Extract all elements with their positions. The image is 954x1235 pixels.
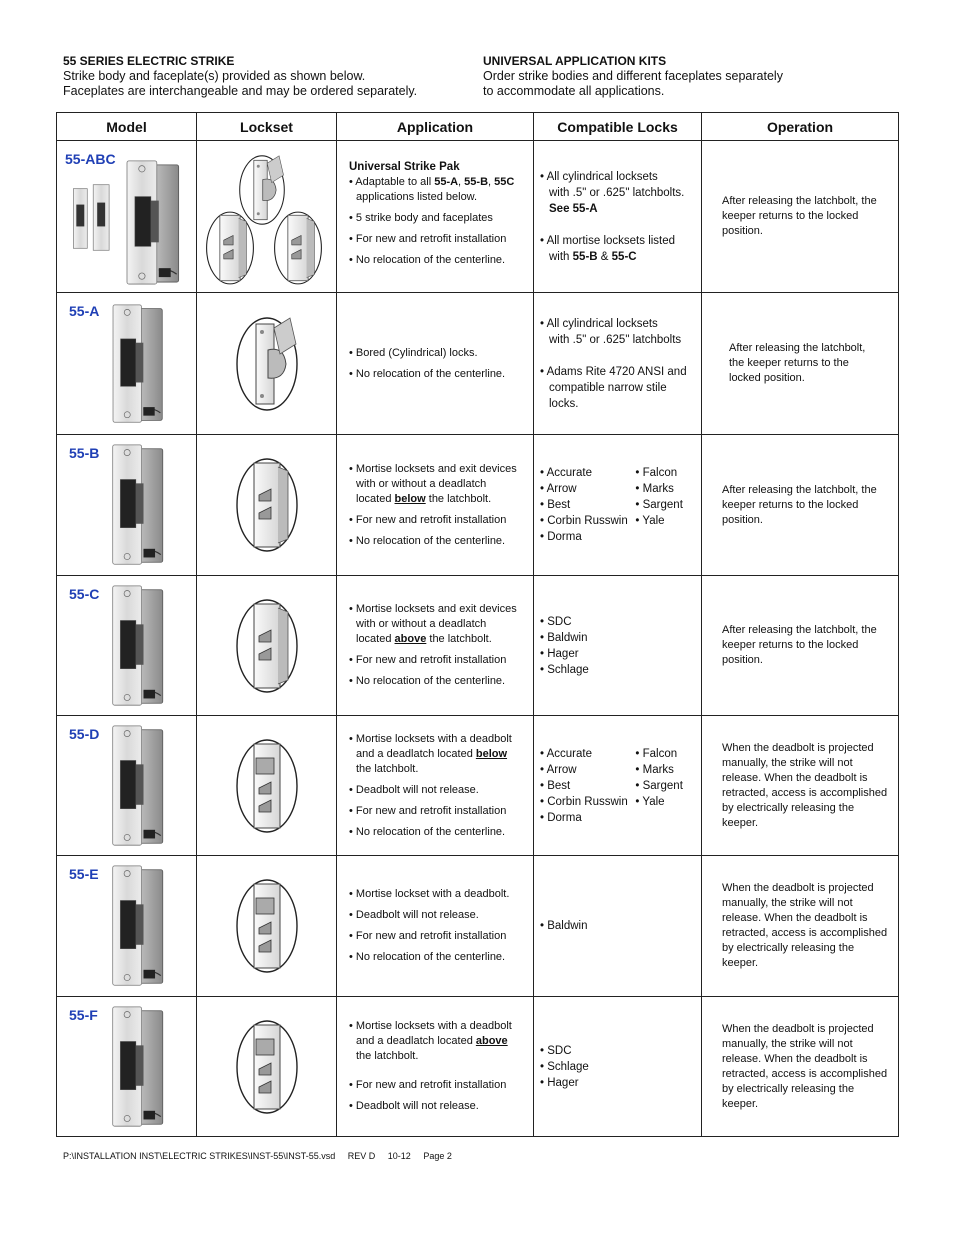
application-cell <box>337 716 534 856</box>
operation-cell: When the deadbolt is projected manually, the strike will not release. When the deadbolt is retracted, access is accomplished by electrically releasing the keeper. <box>702 716 899 856</box>
lockset-cell <box>197 576 337 716</box>
app-item <box>349 462 523 507</box>
operation-cell: When the deadbolt is projected manually, the strike will not release. When the deadbolt is retracted, access is accomplished by electrically releasing the keeper. <box>702 997 899 1137</box>
app-text: • Mortise locksets and exit devices with or without a deadlatch located <box>349 603 517 645</box>
lockset-cell <box>197 997 337 1137</box>
model-label: 55-D <box>69 726 100 742</box>
header-right <box>483 54 783 99</box>
lock-item: • SDC <box>540 615 572 628</box>
lockset-cell <box>197 716 337 856</box>
compat-line: • All cylindrical locksets <box>540 317 658 330</box>
compat-text: & <box>597 250 612 263</box>
lockset-illustrations <box>202 147 332 287</box>
model-cell <box>57 856 197 997</box>
header-left-line2: Faceplates are interchangeable and may be ordered separately. <box>63 84 418 98</box>
footer-rev: REV D <box>347 1151 376 1161</box>
lockset-cell <box>197 435 337 576</box>
app-sep: , <box>488 175 495 188</box>
lock-item: • Best <box>540 779 571 792</box>
lock-item: • Dorma <box>540 811 582 824</box>
strike-image <box>57 293 197 434</box>
app-item: • Deadbolt will not release. <box>349 783 479 796</box>
app-item: • No relocation of the centerline. <box>349 253 506 266</box>
application-cell <box>337 293 534 435</box>
lock-item: • Arrow <box>540 763 577 776</box>
mortise-lockset-illustration <box>232 596 302 696</box>
app-text: the latchbolt. <box>356 762 419 775</box>
deadbolt-lockset-illustration <box>232 736 302 836</box>
compat-line: • Adams Rite 4720 ANSI and <box>540 365 687 378</box>
table-row-55-f <box>57 997 899 1137</box>
strike-image <box>57 856 197 996</box>
app-text: • Mortise locksets with a deadbolt and a deadlatch located <box>349 732 512 760</box>
model-cell <box>57 435 197 576</box>
lock-item: • Baldwin <box>540 920 588 932</box>
header-right-line2: to accommodate all applications. <box>483 84 665 98</box>
compatible-locks-cell <box>534 856 702 997</box>
lock-item: • Accurate <box>540 747 592 760</box>
model-label: 55-E <box>69 866 99 882</box>
app-item: • Deadbolt will not release. <box>349 909 479 921</box>
app-item: • No relocation of the centerline. <box>349 534 506 547</box>
app-item: • For new and retrofit installation <box>349 804 507 817</box>
app-item: • For new and retrofit installation <box>349 1079 507 1091</box>
table-row-55-b <box>57 435 899 576</box>
strike-image <box>57 716 197 855</box>
app-text: • Mortise locksets and exit devices with or without a deadlatch located <box>349 462 517 505</box>
app-item: • No relocation of the centerline. <box>349 675 506 687</box>
app-item: • For new and retrofit installation <box>349 513 507 526</box>
app-item <box>349 732 523 777</box>
compatible-locks-cell <box>534 716 702 856</box>
lock-item: • SDC <box>540 1044 572 1057</box>
app-emphasis: below <box>475 747 508 760</box>
app-model-c: 55C <box>494 175 515 188</box>
app-sep: , <box>458 175 465 188</box>
footer-date: 10-12 <box>387 1151 411 1161</box>
mortise-lockset-illustration <box>232 455 302 555</box>
table-row-55-e <box>57 856 899 997</box>
footer <box>63 1151 462 1161</box>
lock-item: • Arrow <box>540 483 577 495</box>
app-emphasis: above <box>475 1035 508 1047</box>
table-row-55-abc <box>57 141 899 293</box>
compat-text: with <box>549 250 573 263</box>
app-text: applications listed below. <box>356 190 478 203</box>
table-row-55-a <box>57 293 899 435</box>
compat-model-b: 55-B <box>572 250 598 263</box>
column-header-lockset: Lockset <box>197 113 337 141</box>
header-left-line1: Strike body and faceplate(s) provided as shown below. <box>63 69 366 83</box>
model-cell <box>57 997 197 1137</box>
compat-see: See 55-A <box>549 202 598 215</box>
lock-item: • Marks <box>635 483 674 495</box>
app-item <box>349 1019 523 1064</box>
app-emphasis: below <box>394 492 426 505</box>
operation-cell: When the deadbolt is projected manually, the strike will not release. When the deadbolt is retracted, access is accomplished by electrically releasing the keeper. <box>702 856 899 997</box>
compat-model-c: 55-C <box>611 250 637 263</box>
compat-line: • All cylindrical locksets <box>540 170 658 183</box>
strike-image <box>57 576 197 715</box>
compatible-locks-cell <box>534 435 702 576</box>
model-cell <box>57 293 197 435</box>
lock-item: • Best <box>540 499 571 511</box>
strike-image <box>57 997 197 1136</box>
table-row-55-d <box>57 716 899 856</box>
lock-item: • Hager <box>540 1076 579 1089</box>
app-item: • For new and retrofit installation <box>349 654 507 666</box>
table-header-row <box>57 113 899 141</box>
operation-cell: After releasing the latchbolt, the keeper returns to the locked position. <box>702 141 899 293</box>
application-cell <box>337 997 534 1137</box>
compatible-locks-cell <box>534 997 702 1137</box>
model-label: 55-ABC <box>65 151 116 167</box>
lock-item: • Accurate <box>540 467 592 479</box>
compat-line: with .5" or .625" latchbolts. <box>549 186 685 199</box>
footer-page: Page 2 <box>423 1151 452 1161</box>
operation-cell: After releasing the latchbolt, the keeper returns to the locked position. <box>702 293 899 435</box>
app-item: • Mortise lockset with a deadbolt. <box>349 888 510 900</box>
app-item: • For new and retrofit installation <box>349 930 507 942</box>
app-text: • Mortise locksets with a deadbolt and a deadlatch located <box>349 1020 512 1047</box>
lock-item: • Yale <box>635 795 665 808</box>
compatible-locks-cell <box>534 576 702 716</box>
column-header-application: Application <box>337 113 534 141</box>
model-label: 55-F <box>69 1007 98 1023</box>
application-cell <box>337 435 534 576</box>
lock-item: • Sargent <box>635 499 683 511</box>
header-right-title: UNIVERSAL APPLICATION KITS <box>483 54 667 68</box>
operation-cell: After releasing the latchbolt, the keeper returns to the locked position. <box>702 576 899 716</box>
header-left <box>63 54 417 99</box>
application-cell <box>337 141 534 293</box>
lock-item: • Schlage <box>540 1060 589 1073</box>
lockset-cell <box>197 141 337 293</box>
header-right-line1: Order strike bodies and different faceplates separately <box>483 69 783 83</box>
column-header-compatible-locks: Compatible Locks <box>534 113 702 141</box>
compat-line: with .5" or .625" latchbolts <box>549 333 682 346</box>
app-item: • No relocation of the centerline. <box>349 367 506 380</box>
app-item: • 5 strike body and faceplates <box>349 211 493 224</box>
app-emphasis: above <box>394 633 427 645</box>
column-header-operation: Operation <box>702 113 899 141</box>
app-text: the latchbolt. <box>356 1050 419 1062</box>
lockset-cell <box>197 856 337 997</box>
app-item: • Deadbolt will not release. <box>349 1100 479 1112</box>
app-model-a: 55-A <box>434 175 459 188</box>
app-model-b: 55-B <box>464 175 489 188</box>
compatible-locks-cell <box>534 293 702 435</box>
app-text: the latchbolt. <box>425 492 492 505</box>
app-item: • For new and retrofit installation <box>349 232 507 245</box>
lock-item: • Falcon <box>635 747 678 760</box>
lock-item: • Sargent <box>635 779 683 792</box>
app-title: Universal Strike Pak <box>349 160 460 173</box>
model-cell <box>57 576 197 716</box>
cylindrical-lockset-illustration <box>232 314 302 414</box>
compat-line: compatible narrow stile locks. <box>549 381 667 410</box>
app-item: • No relocation of the centerline. <box>349 825 506 838</box>
app-item: • Bored (Cylindrical) locks. <box>349 346 478 359</box>
lock-item: • Corbin Russwin <box>540 795 628 808</box>
app-item <box>349 602 523 647</box>
app-item: • No relocation of the centerline. <box>349 951 506 963</box>
model-cell <box>57 716 197 856</box>
model-label: 55-B <box>69 445 100 461</box>
deadbolt-lockset-illustration <box>232 1017 302 1117</box>
model-label: 55-A <box>69 303 100 319</box>
lock-item: • Yale <box>635 515 665 527</box>
lock-item: • Hager <box>540 647 579 660</box>
strike-image <box>57 435 197 575</box>
strike-kit-image <box>57 141 197 292</box>
deadbolt-lockset-illustration <box>232 876 302 976</box>
strike-table <box>56 112 899 1137</box>
compat-line <box>540 249 695 265</box>
app-item-adaptable <box>349 175 523 205</box>
header-left-title: 55 SERIES ELECTRIC STRIKE <box>63 54 235 68</box>
operation-cell: After releasing the latchbolt, the keeper returns to the locked position. <box>702 435 899 576</box>
compatible-locks-cell <box>534 141 702 293</box>
lock-item: • Schlage <box>540 663 589 676</box>
lock-item: • Falcon <box>635 467 678 479</box>
table-row-55-c <box>57 576 899 716</box>
app-text: • Adaptable to all <box>349 175 435 188</box>
app-text: the latchbolt. <box>426 633 492 645</box>
lockset-cell <box>197 293 337 435</box>
lock-item: • Corbin Russwin <box>540 515 628 527</box>
lock-item: • Baldwin <box>540 631 588 644</box>
lock-item: • Dorma <box>540 531 582 543</box>
column-header-model: Model <box>57 113 197 141</box>
model-label: 55-C <box>69 586 100 602</box>
compat-line: • All mortise locksets listed <box>540 234 676 247</box>
model-cell <box>57 141 197 293</box>
application-cell <box>337 576 534 716</box>
lock-item: • Marks <box>635 763 674 776</box>
footer-path: P:\INSTALLATION INST\ELECTRIC STRIKES\INST-55\INST-55.vsd <box>63 1151 336 1161</box>
application-cell <box>337 856 534 997</box>
